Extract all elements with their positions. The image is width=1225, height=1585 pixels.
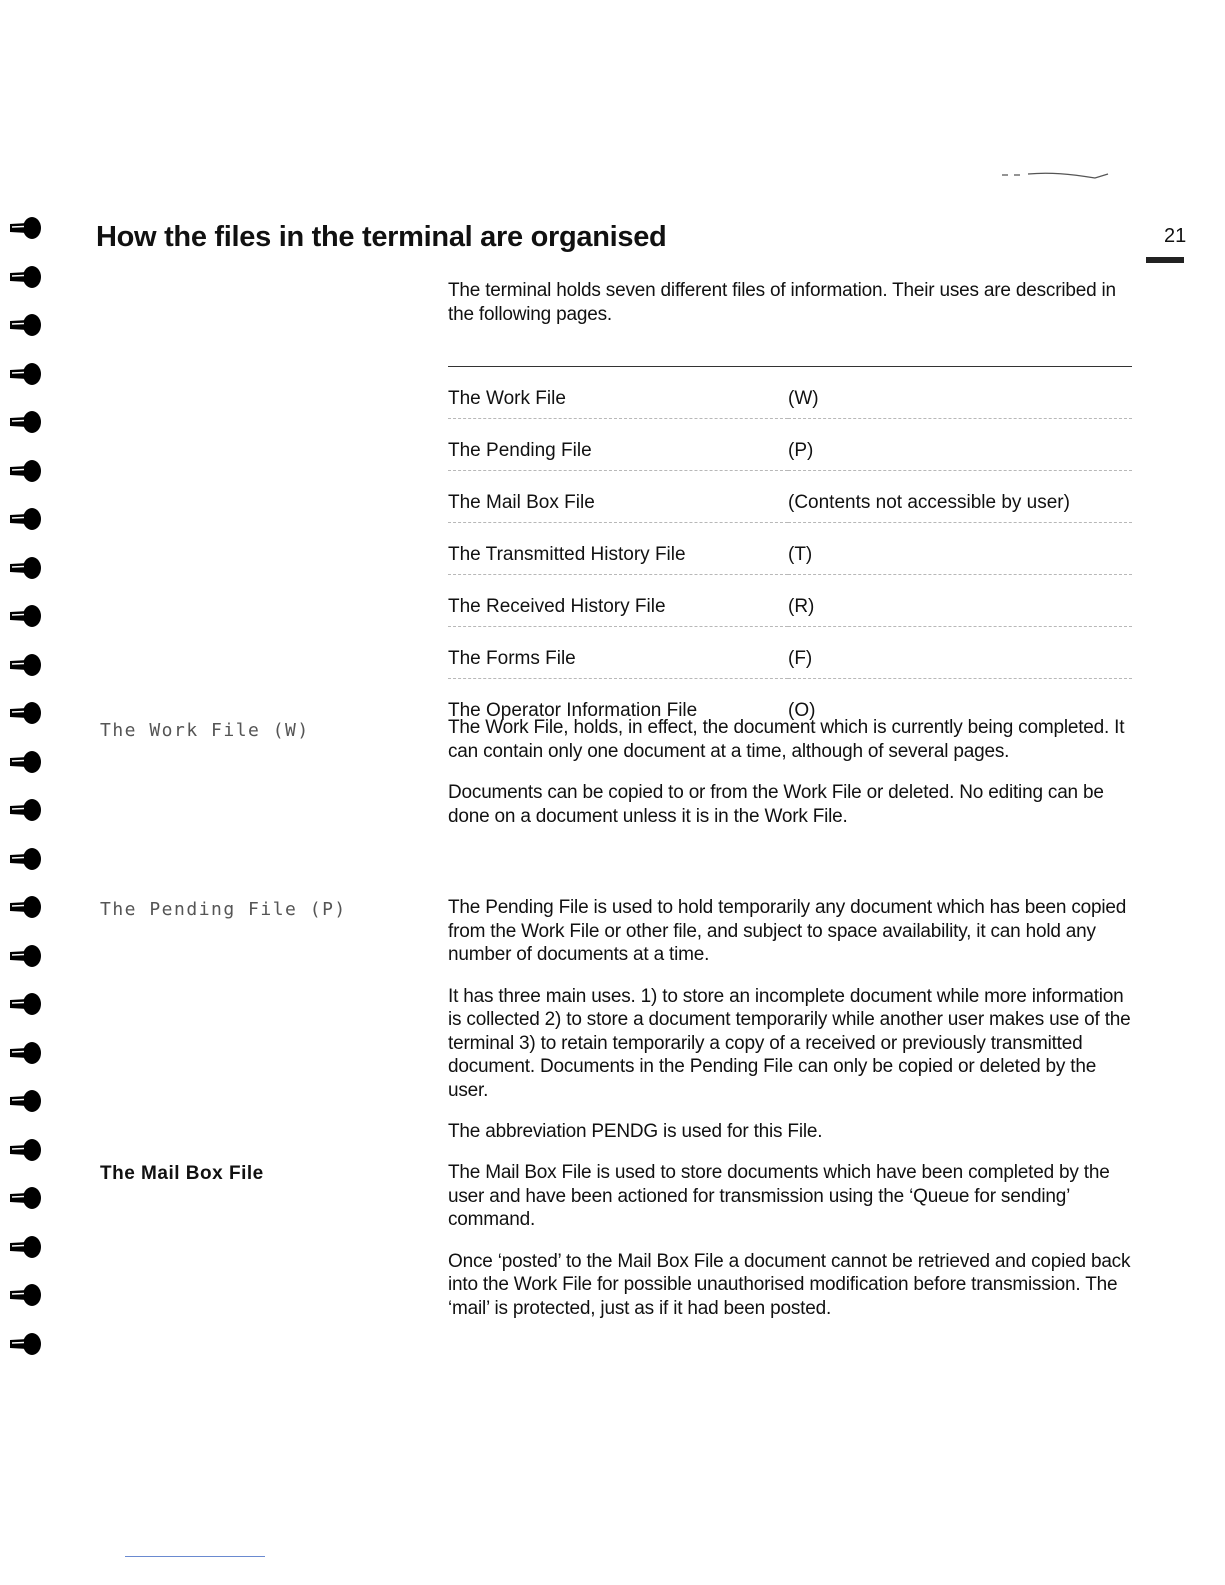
binding-ring [8,409,44,435]
table-row [448,471,1132,523]
file-name: The Work File [448,388,566,409]
binding-ring [8,991,44,1017]
section-label-pending-file: The Pending File (P) [100,899,347,920]
file-name: The Transmitted History File [448,544,686,565]
binding-ring [8,1040,44,1066]
file-name: The Received History File [448,596,666,617]
section-pending-file [448,896,1138,1144]
binding-ring [8,797,44,823]
binding-ring [8,943,44,969]
scan-artifact-line [125,1556,265,1557]
file-name: The Mail Box File [448,492,595,513]
binding-ring [8,1234,44,1260]
table-row [448,523,1132,575]
binding-ring [8,1137,44,1163]
intro-paragraph: The terminal holds seven different files of information. Their uses are described in the following pages. [448,280,1116,325]
files-list-table [448,360,1132,730]
paragraph: The Pending File is used to hold temporarily any document which has been copied from the Work File or other file, and subject to space availability, it can hold any number of documents at a time. [448,897,1127,965]
binding-ring [8,652,44,678]
table-row [448,575,1132,627]
binding-ring [8,555,44,581]
table-row [448,419,1132,471]
section-label-mail-box-file: The Mail Box File [100,1163,264,1184]
binding-ring [8,506,44,532]
section-work-file [448,716,1138,828]
binding-ring [8,264,44,290]
binding-ring [8,894,44,920]
file-code: (T) [788,544,813,565]
paragraph: Documents can be copied to or from the Work File or deleted. No editing can be done on a document unless it is in the Work File. [448,782,1104,827]
table-row [448,367,1132,419]
file-name: The Forms File [448,648,576,669]
binding-ring [8,700,44,726]
binding-ring [8,846,44,872]
table-row [448,627,1132,679]
binding-ring [8,215,44,241]
pen-mark [1000,168,1110,182]
binding-ring [8,312,44,338]
binding-ring [8,458,44,484]
paragraph: The abbreviation PENDG is used for this File. [448,1121,823,1142]
file-name: The Pending File [448,440,592,461]
file-code: (P) [788,440,814,461]
file-code: (F) [788,648,813,669]
file-code: (Contents not accessible by user) [788,492,1070,513]
page-number: 21 [1164,225,1187,247]
binding-ring [8,603,44,629]
binding-ring [8,1282,44,1308]
file-code: (O) [788,700,816,721]
paragraph: It has three main uses. 1) to store an incomplete document while more information is collected 2) to store a document temporarily while another user makes use of the terminal 3) to retain temporarily a copy of a received or previously transmitted document. Documents in the Pending File can only be copied or deleted by the user. [448,985,1131,1101]
page-title: How the files in the terminal are organised [96,221,667,253]
paragraph: The Mail Box File is used to store documents which have been completed by the user and have been actioned for transmission using the ‘Queue for sending’ command. [448,1162,1110,1230]
paragraph: The Work File, holds, in effect, the document which is currently being completed. It can contain only one document at a time, although of several pages. [448,717,1125,762]
file-code: (R) [788,596,815,617]
spiral-binding [0,215,60,1415]
binding-ring [8,749,44,775]
binding-ring [8,1185,44,1211]
binding-ring [8,361,44,387]
binding-ring [8,1331,44,1357]
paragraph: Once ‘posted’ to the Mail Box File a document cannot be retrieved and copied back into the Work File for possible unauthorised modification before transmission. The ‘mail’ is protected, just as if it had been posted. [448,1250,1131,1319]
file-code: (W) [788,388,819,409]
section-label-work-file: The Work File (W) [100,720,310,741]
binding-ring [8,1088,44,1114]
section-mail-box-file [448,1161,1138,1320]
page-tab-marker [1146,257,1184,263]
file-name: The Operator Information File [448,700,698,721]
